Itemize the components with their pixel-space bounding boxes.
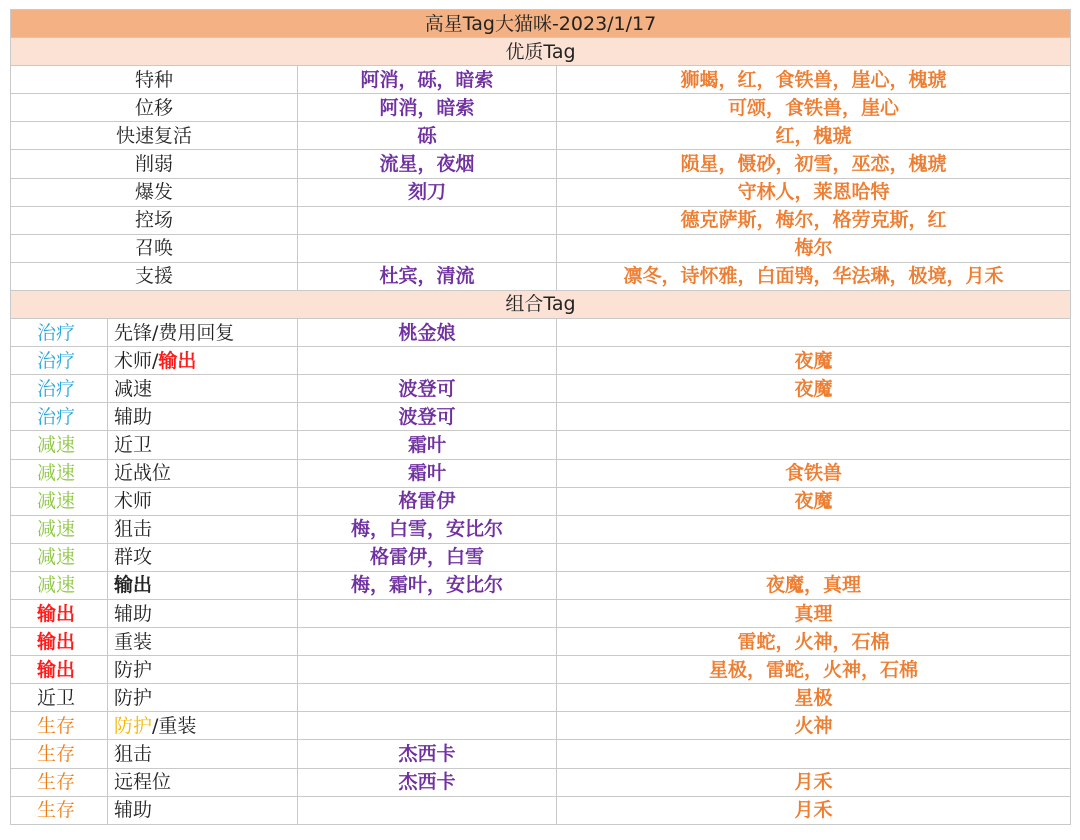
combo-tag1-cell[interactable]: 生存 xyxy=(11,712,108,740)
combo-row xyxy=(11,796,1071,824)
combo-tag2-cell[interactable]: 辅助 xyxy=(108,599,298,627)
combo-row xyxy=(11,431,1071,459)
quality-row xyxy=(11,150,1071,178)
combo-tag1-cell[interactable]: 生存 xyxy=(11,796,108,824)
tag-table-body xyxy=(11,10,1071,825)
combo-tag2-cell[interactable]: 减速 xyxy=(108,375,298,403)
operator-cell[interactable] xyxy=(298,347,557,375)
combo-tag2-separator: / xyxy=(152,349,159,372)
special-cell[interactable]: 夜魔 xyxy=(557,487,1071,515)
quality-tag-cell[interactable]: 爆发 xyxy=(11,178,298,206)
combo-tag2-part: 费用回复 xyxy=(158,321,235,344)
combo-tag2-cell[interactable]: 辅助 xyxy=(108,796,298,824)
quality-row xyxy=(11,234,1071,262)
combo-tag2-part: 先锋 xyxy=(114,321,153,344)
combo-tag2-cell[interactable]: 群攻 xyxy=(108,543,298,571)
operator-cell[interactable] xyxy=(298,684,557,712)
tag-table xyxy=(10,9,1071,825)
operator-cell[interactable]: 格雷伊 xyxy=(298,487,557,515)
operator-cell[interactable]: 阿消，暗索 xyxy=(298,94,557,122)
special-cell[interactable] xyxy=(557,515,1071,543)
quality-tag-cell[interactable]: 控场 xyxy=(11,206,298,234)
operator-cell[interactable]: 杰西卡 xyxy=(298,740,557,768)
quality-row xyxy=(11,94,1071,122)
combo-tag2-cell[interactable]: 近卫 xyxy=(108,431,298,459)
combo-row xyxy=(11,319,1071,347)
combo-row xyxy=(11,459,1071,487)
special-cell[interactable]: 夜魔 xyxy=(557,347,1071,375)
combo-tag2-part: 输出 xyxy=(158,349,197,372)
combo-section-header[interactable]: 组合Tag xyxy=(11,290,1071,318)
combo-row xyxy=(11,375,1071,403)
operator-cell[interactable]: 桃金娘 xyxy=(298,319,557,347)
combo-row xyxy=(11,571,1071,599)
operator-cell[interactable]: 梅，白雪，安比尔 xyxy=(298,515,557,543)
operator-cell[interactable]: 阿消，砾，暗索 xyxy=(298,66,557,94)
special-cell[interactable]: 星极，雷蛇，火神，石棉 xyxy=(557,656,1071,684)
combo-tag1-cell[interactable]: 减速 xyxy=(11,431,108,459)
special-cell[interactable]: 星极 xyxy=(557,684,1071,712)
quality-row xyxy=(11,178,1071,206)
combo-tag1-cell[interactable]: 减速 xyxy=(11,571,108,599)
special-cell[interactable]: 火神 xyxy=(557,712,1071,740)
combo-tag2-cell[interactable]: 辅助 xyxy=(108,403,298,431)
special-cell[interactable]: 月禾 xyxy=(557,768,1071,796)
combo-tag2-cell[interactable]: 术师 xyxy=(108,487,298,515)
special-cell[interactable]: 夜魔 xyxy=(557,375,1071,403)
special-cell[interactable]: 可颂，食铁兽，崖心 xyxy=(557,94,1071,122)
combo-row xyxy=(11,740,1071,768)
combo-tag2-cell[interactable]: 重装 xyxy=(108,628,298,656)
combo-row xyxy=(11,656,1071,684)
combo-tag1-cell[interactable]: 治疗 xyxy=(11,375,108,403)
combo-row xyxy=(11,712,1071,740)
combo-tag1-cell[interactable]: 减速 xyxy=(11,459,108,487)
special-cell[interactable] xyxy=(557,543,1071,571)
combo-row xyxy=(11,347,1071,375)
quality-row xyxy=(11,122,1071,150)
combo-tag1-cell[interactable]: 治疗 xyxy=(11,347,108,375)
combo-row xyxy=(11,403,1071,431)
combo-tag2-separator: / xyxy=(152,321,159,344)
operator-cell[interactable]: 格雷伊，白雪 xyxy=(298,543,557,571)
special-cell[interactable] xyxy=(557,431,1071,459)
combo-row xyxy=(11,543,1071,571)
title-row xyxy=(11,10,1071,38)
recruit-tag-sheet xyxy=(10,9,1070,825)
special-cell[interactable] xyxy=(557,740,1071,768)
quality-row xyxy=(11,66,1071,94)
special-cell[interactable]: 真理 xyxy=(557,599,1071,627)
combo-tag1-cell[interactable]: 减速 xyxy=(11,487,108,515)
special-cell[interactable]: 雷蛇，火神，石棉 xyxy=(557,628,1071,656)
operator-cell[interactable]: 波登可 xyxy=(298,403,557,431)
combo-tag2-part: 术师 xyxy=(114,349,153,372)
combo-tag2-cell[interactable]: 狙击 xyxy=(108,740,298,768)
quality-header-row xyxy=(11,38,1071,66)
special-cell[interactable]: 守林人，莱恩哈特 xyxy=(557,178,1071,206)
combo-header-row xyxy=(11,290,1071,318)
combo-tag2-cell[interactable]: 狙击 xyxy=(108,515,298,543)
operator-cell[interactable]: 波登可 xyxy=(298,375,557,403)
operator-cell[interactable]: 杜宾，清流 xyxy=(298,262,557,290)
special-cell[interactable]: 夜魔，真理 xyxy=(557,571,1071,599)
special-cell[interactable]: 德克萨斯，梅尔，格劳克斯，红 xyxy=(557,206,1071,234)
combo-tag2-cell[interactable] xyxy=(108,347,298,375)
combo-tag1-cell[interactable]: 治疗 xyxy=(11,403,108,431)
quality-tag-cell[interactable]: 特种 xyxy=(11,66,298,94)
combo-row xyxy=(11,684,1071,712)
combo-row xyxy=(11,487,1071,515)
quality-tag-cell[interactable]: 支援 xyxy=(11,262,298,290)
operator-cell[interactable]: 流星，夜烟 xyxy=(298,150,557,178)
combo-tag1-cell[interactable]: 治疗 xyxy=(11,319,108,347)
combo-tag2-cell[interactable]: 防护 xyxy=(108,656,298,684)
combo-tag2-cell[interactable] xyxy=(108,712,298,740)
combo-row xyxy=(11,768,1071,796)
combo-tag1-cell[interactable]: 生存 xyxy=(11,740,108,768)
operator-cell[interactable] xyxy=(298,234,557,262)
special-cell[interactable]: 食铁兽 xyxy=(557,459,1071,487)
special-cell[interactable]: 梅尔 xyxy=(557,234,1071,262)
combo-tag2-cell[interactable]: 近战位 xyxy=(108,459,298,487)
combo-row xyxy=(11,628,1071,656)
quality-row xyxy=(11,262,1071,290)
combo-tag2-part: 防护 xyxy=(114,714,153,737)
combo-tag2-cell[interactable] xyxy=(108,319,298,347)
combo-tag2-cell[interactable]: 输出 xyxy=(108,571,298,599)
operator-cell[interactable]: 霜叶 xyxy=(298,459,557,487)
operator-cell[interactable] xyxy=(298,599,557,627)
quality-tag-cell[interactable]: 削弱 xyxy=(11,150,298,178)
combo-tag2-cell[interactable]: 防护 xyxy=(108,684,298,712)
special-cell[interactable]: 红，槐琥 xyxy=(557,122,1071,150)
combo-row xyxy=(11,515,1071,543)
special-cell[interactable] xyxy=(557,319,1071,347)
operator-cell[interactable] xyxy=(298,796,557,824)
combo-tag1-cell[interactable]: 减速 xyxy=(11,543,108,571)
operator-cell[interactable]: 杰西卡 xyxy=(298,768,557,796)
quality-section-header[interactable]: 优质Tag xyxy=(11,38,1071,66)
special-cell[interactable] xyxy=(557,403,1071,431)
operator-cell[interactable]: 霜叶 xyxy=(298,431,557,459)
combo-tag1-cell[interactable]: 输出 xyxy=(11,656,108,684)
quality-tag-cell[interactable]: 位移 xyxy=(11,94,298,122)
quality-row xyxy=(11,206,1071,234)
quality-tag-cell[interactable]: 召唤 xyxy=(11,234,298,262)
special-cell[interactable]: 月禾 xyxy=(557,796,1071,824)
combo-tag1-cell[interactable]: 输出 xyxy=(11,599,108,627)
combo-tag2-separator: / xyxy=(152,714,159,737)
special-cell[interactable]: 凛冬，诗怀雅，白面鸮，华法琳，极境，月禾 xyxy=(557,262,1071,290)
combo-tag1-cell[interactable]: 近卫 xyxy=(11,684,108,712)
operator-cell[interactable] xyxy=(298,628,557,656)
operator-cell[interactable]: 刻刀 xyxy=(298,178,557,206)
combo-tag1-cell[interactable]: 减速 xyxy=(11,515,108,543)
operator-cell[interactable] xyxy=(298,712,557,740)
combo-tag2-cell[interactable]: 远程位 xyxy=(108,768,298,796)
combo-row xyxy=(11,599,1071,627)
combo-tag2-part: 重装 xyxy=(158,714,197,737)
quality-tag-cell[interactable]: 快速复活 xyxy=(11,122,298,150)
special-cell[interactable]: 狮蝎，红，食铁兽，崖心，槐琥 xyxy=(557,66,1071,94)
operator-cell[interactable]: 砾 xyxy=(298,122,557,150)
sheet-title[interactable]: 高星Tag大猫咪-2023/1/17 xyxy=(11,10,1071,38)
combo-tag1-cell[interactable]: 生存 xyxy=(11,768,108,796)
operator-cell[interactable] xyxy=(298,206,557,234)
special-cell[interactable]: 陨星，慑砂，初雪，巫恋，槐琥 xyxy=(557,150,1071,178)
operator-cell[interactable]: 梅，霜叶，安比尔 xyxy=(298,571,557,599)
operator-cell[interactable] xyxy=(298,656,557,684)
combo-tag1-cell[interactable]: 输出 xyxy=(11,628,108,656)
